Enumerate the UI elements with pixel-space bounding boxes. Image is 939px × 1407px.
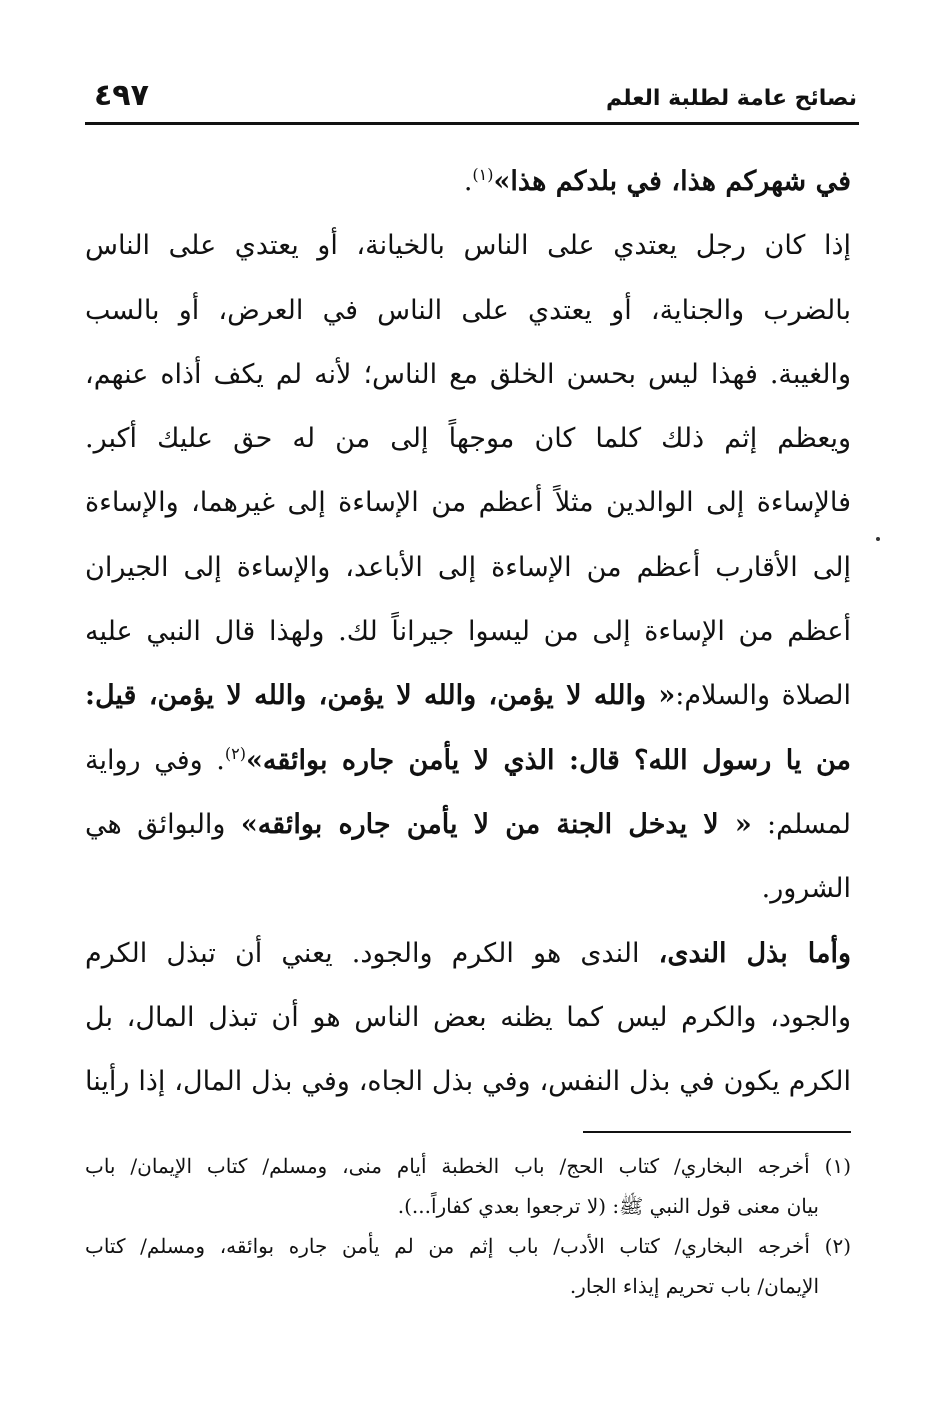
text-line-6: فالإساءة إلى الوالدين مثلاً أعظم من الإساءة إلى غيرهما، والإساءة [85, 487, 851, 519]
text-line-8: أعظم من الإساءة إلى من ليسوا جيراناً لك. ولهذا قال النبي عليه [85, 616, 851, 648]
footnote-separator [583, 1131, 851, 1133]
header-title: نصائح عامة لطلبة العلم [606, 86, 857, 111]
footnote-1-line-1: (١) أخرجه البخاري/ كتاب الحج/ باب الخطبة أيام منى، ومسلم/ كتاب الإيمان/ باب [85, 1154, 851, 1178]
text-line-4: والغيبة. فهذا ليس بحسن الخلق مع الناس؛ لأنه لم يكف أذاه عنهم، [85, 358, 851, 390]
footnote-1-line-2: بيان معنى قول النبي ﷺ: (لا ترجعوا بعدي كفاراً...). [397, 1194, 819, 1218]
page-number: ٤٩٧ [94, 78, 149, 113]
text-plain: والبوائق هي [85, 808, 226, 840]
text-plain: لمسلم: [767, 808, 851, 840]
sentence-end: . [463, 166, 473, 197]
footnote-2-line-2: الإيمان/ باب تحريم إيذاء الجار. [569, 1274, 819, 1298]
text-plain: الصلاة والسلام: [675, 680, 851, 712]
main-text [85, 150, 851, 1114]
text-line-14: والجود، والكرم ليس كما يظنه بعض الناس هو أن تبذل المال، بل [85, 1001, 851, 1033]
text-line-15: الكرم يكون في بذل النفس، وفي بذل الجاه، وفي بذل المال، إذا رأينا [85, 1066, 851, 1098]
text-line-2: إذا كان رجل يعتدي على الناس بالخيانة، أو يعتدي على الناس [85, 230, 851, 262]
footnote-ref-2: (٢) [224, 743, 246, 763]
hadith-quote-end: في شهركم هذا، في بلدكم هذا» [493, 166, 851, 197]
text-plain: . وفي رواية [85, 744, 225, 776]
text-line-12: الشرور. [761, 873, 851, 905]
section-lead: وأما بذل الندى، [658, 937, 851, 969]
footnote-ref-1: (١) [472, 165, 494, 184]
text-line-13 [85, 922, 851, 986]
text-plain: الندى هو الكرم والجود. يعني أن تبذل الكرم [85, 937, 640, 969]
hadith-quote: « والله لا يؤمن، والله لا يؤمن، والله لا يؤمن، قيل: [85, 680, 676, 712]
running-header [88, 78, 857, 118]
scan-speck [876, 537, 880, 541]
text-line-11 [85, 793, 851, 857]
text-line-5: ويعظم إثم ذلك كلما كان موجهاً إلى من له حق عليك أكبر. [85, 423, 851, 455]
text-line-9 [85, 664, 851, 728]
text-line-3: بالضرب والجناية، أو يعتدي على الناس في العرض، أو بالسب [85, 294, 851, 326]
text-line-10 [85, 729, 851, 793]
hadith-quote: « لا يدخل الجنة من لا يأمن جاره بوائقه» [240, 808, 752, 840]
header-rule [85, 122, 859, 125]
footnote-2-line-1: (٢) أخرجه البخاري/ كتاب الأدب/ باب إثم من لم يأمن جاره بوائقه، ومسلم/ كتاب [85, 1234, 851, 1258]
footnotes [85, 1146, 851, 1306]
text-line-1 [85, 150, 851, 214]
hadith-quote: من يا رسول الله؟ قال: الذي لا يأمن جاره بوائقه» [245, 744, 851, 776]
text-line-7: إلى الأقارب أعظم من الإساءة إلى الأباعد، والإساءة إلى الجيران [85, 551, 851, 583]
